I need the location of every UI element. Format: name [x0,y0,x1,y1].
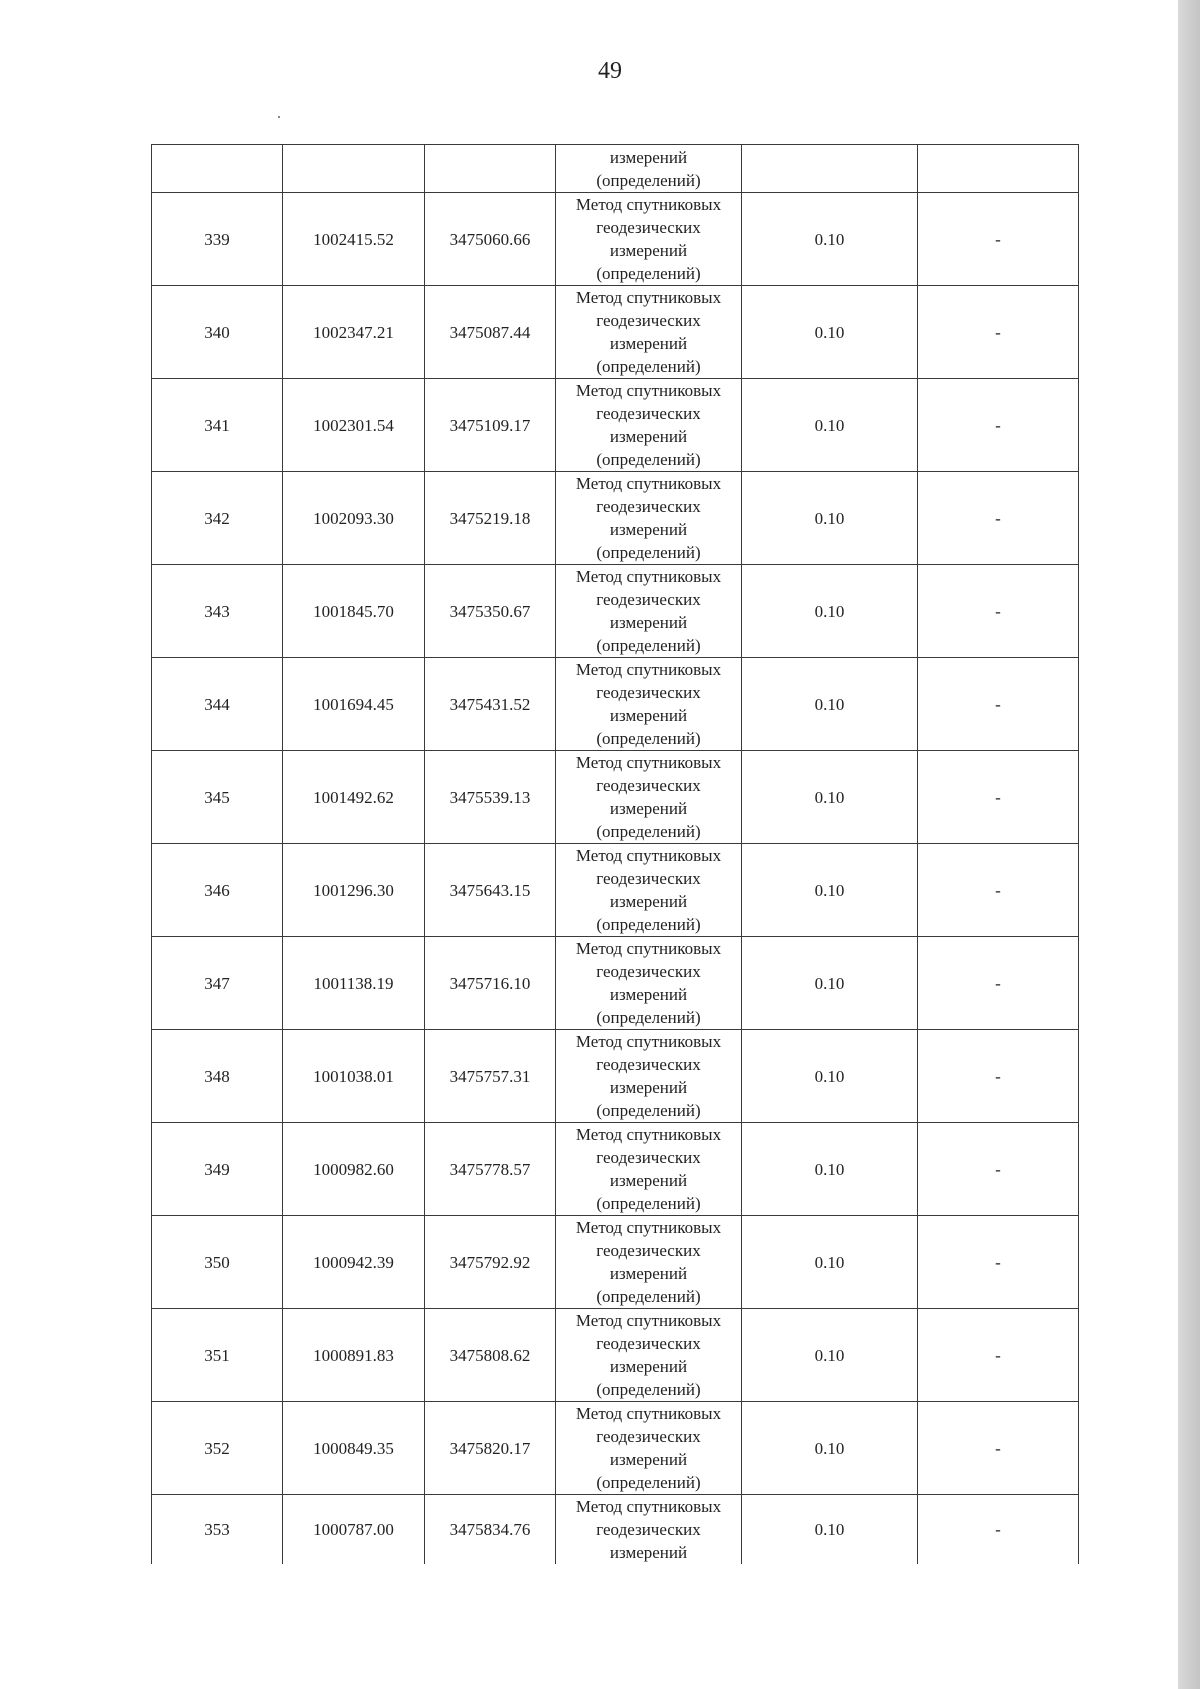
x-coordinate-cell: 1000942.39 [283,1216,425,1309]
method-cell [556,565,742,658]
method-line: Метод спутниковых [575,1311,722,1330]
accuracy-cell: 0.10 [742,379,918,472]
method-line: (определений) [596,1380,701,1399]
x-coordinate-cell: 1001492.62 [283,751,425,844]
accuracy-cell: 0.10 [742,1309,918,1402]
y-coordinate-cell: 3475716.10 [425,937,556,1030]
point-number-cell: 344 [152,658,283,751]
method-line: Метод спутниковых [575,1497,722,1516]
method-line: измерений [609,1357,688,1376]
method-cell [556,145,742,193]
accuracy-cell: 0.10 [742,937,918,1030]
note-cell: - [918,565,1079,658]
note-cell: - [918,1123,1079,1216]
method-line: измерений [609,1450,688,1469]
accuracy-cell: 0.10 [742,472,918,565]
method-line: Метод спутниковых [575,474,722,493]
table-row [152,1309,1079,1402]
method-cell [556,751,742,844]
method-cell [556,286,742,379]
y-coordinate-cell: 3475539.13 [425,751,556,844]
scan-artifact [278,116,280,118]
method-line: Метод спутниковых [575,753,722,772]
method-line: Метод спутниковых [575,1125,722,1144]
point-number-cell: 347 [152,937,283,1030]
x-coordinate-cell: 1001138.19 [283,937,425,1030]
y-coordinate-cell: 3475060.66 [425,193,556,286]
y-coordinate-cell: 3475757.31 [425,1030,556,1123]
method-line: Метод спутниковых [575,1404,722,1423]
method-cell [556,844,742,937]
method-line: геодезических [596,311,701,330]
method-line: Метод спутниковых [575,939,722,958]
accuracy-cell: 0.10 [742,751,918,844]
num-cell [152,145,283,193]
method-line: (определений) [596,357,701,376]
method-line: (определений) [596,450,701,469]
method-line: геодезических [596,218,701,237]
method-cell [556,379,742,472]
method-cell [556,1216,742,1309]
x-coordinate-cell: 1002093.30 [283,472,425,565]
point-number-cell: 353 [152,1495,283,1565]
y-coordinate-cell: 3475109.17 [425,379,556,472]
method-line: Метод спутниковых [575,288,722,307]
y-coordinate-cell: 3475219.18 [425,472,556,565]
x-cell [283,145,425,193]
method-line: (определений) [596,822,701,841]
table-row [152,751,1079,844]
method-line: геодезических [596,590,701,609]
method-line: (определений) [596,543,701,562]
method-line: измерений [609,1543,688,1562]
table-row [152,565,1079,658]
point-number-cell: 339 [152,193,283,286]
point-number-cell: 352 [152,1402,283,1495]
method-line: (определений) [596,170,701,190]
note-cell: - [918,751,1079,844]
x-coordinate-cell: 1000849.35 [283,1402,425,1495]
y-coordinate-cell: 3475643.15 [425,844,556,937]
method-line: геодезических [596,869,701,888]
method-line: измерений [609,241,688,260]
note-cell: - [918,1216,1079,1309]
point-number-cell: 348 [152,1030,283,1123]
table-row-continuation [152,145,1079,193]
x-coordinate-cell: 1000982.60 [283,1123,425,1216]
point-number-cell: 343 [152,565,283,658]
method-line: измерений [609,427,688,446]
method-line: геодезических [596,1241,701,1260]
method-line: (определений) [596,264,701,283]
y-coordinate-cell: 3475778.57 [425,1123,556,1216]
method-cell [556,472,742,565]
method-line: геодезических [596,1520,701,1539]
x-coordinate-cell: 1001694.45 [283,658,425,751]
method-cell [556,193,742,286]
table-row [152,193,1079,286]
note-cell: - [918,844,1079,937]
x-coordinate-cell: 1000787.00 [283,1495,425,1565]
note-cell: - [918,937,1079,1030]
method-cell [556,658,742,751]
accuracy-cell [742,145,918,193]
method-line: (определений) [596,729,701,748]
page-number: 49 [598,58,622,84]
method-line: измерений [609,799,688,818]
table-row [152,1030,1079,1123]
point-number-cell: 341 [152,379,283,472]
method-line: Метод спутниковых [575,660,722,679]
method-line: геодезических [596,776,701,795]
x-coordinate-cell: 1002415.52 [283,193,425,286]
method-line: Метод спутниковых [575,1218,722,1237]
x-coordinate-cell: 1002347.21 [283,286,425,379]
table-row [152,1495,1079,1565]
x-coordinate-cell: 1000891.83 [283,1309,425,1402]
point-number-cell: 351 [152,1309,283,1402]
method-line: измерений [609,613,688,632]
note-cell [918,145,1079,193]
note-cell: - [918,1495,1079,1565]
method-line: измерений [609,334,688,353]
x-coordinate-cell: 1001845.70 [283,565,425,658]
accuracy-cell: 0.10 [742,1216,918,1309]
method-line: Метод спутниковых [575,567,722,586]
method-line: измерений [609,1264,688,1283]
table-row [152,1216,1079,1309]
y-coordinate-cell: 3475820.17 [425,1402,556,1495]
method-cell [556,1402,742,1495]
y-coordinate-cell: 3475350.67 [425,565,556,658]
method-cell [556,937,742,1030]
y-coordinate-cell: 3475792.92 [425,1216,556,1309]
table-row [152,286,1079,379]
point-number-cell: 349 [152,1123,283,1216]
method-line: Метод спутниковых [575,846,722,865]
method-line: (определений) [596,636,701,655]
method-line: (определений) [596,1194,701,1213]
x-coordinate-cell: 1002301.54 [283,379,425,472]
x-coordinate-cell: 1001296.30 [283,844,425,937]
method-cell [556,1495,742,1565]
method-line: Метод спутниковых [575,381,722,400]
note-cell: - [918,1402,1079,1495]
accuracy-cell: 0.10 [742,658,918,751]
x-coordinate-cell: 1001038.01 [283,1030,425,1123]
method-line: измерений [609,985,688,1004]
method-line: геодезических [596,683,701,702]
note-cell: - [918,472,1079,565]
accuracy-cell: 0.10 [742,565,918,658]
method-line: геодезических [596,1148,701,1167]
method-line: измерений [609,520,688,539]
method-line: Метод спутниковых [575,1032,722,1051]
table-row [152,844,1079,937]
method-line: геодезических [596,962,701,981]
method-line: Метод спутниковых [575,195,722,214]
method-line: (определений) [596,1473,701,1492]
point-number-cell: 350 [152,1216,283,1309]
method-line: геодезических [596,1055,701,1074]
note-cell: - [918,658,1079,751]
accuracy-cell: 0.10 [742,286,918,379]
table-row [152,379,1079,472]
note-cell: - [918,193,1079,286]
note-cell: - [918,1030,1079,1123]
method-line: измерений [609,706,688,725]
note-cell: - [918,286,1079,379]
point-number-cell: 342 [152,472,283,565]
method-line: измерений [609,147,688,167]
table-row [152,658,1079,751]
note-cell: - [918,1309,1079,1402]
method-line: (определений) [596,1008,701,1027]
method-line: (определений) [596,1101,701,1120]
method-cell [556,1123,742,1216]
note-cell: - [918,379,1079,472]
table-row [152,1123,1079,1216]
method-cell [556,1309,742,1402]
method-line: геодезических [596,1334,701,1353]
coordinates-table-body [152,145,1079,1565]
method-line: измерений [609,1078,688,1097]
method-cell [556,1030,742,1123]
y-coordinate-cell: 3475834.76 [425,1495,556,1565]
accuracy-cell: 0.10 [742,1402,918,1495]
table-row [152,937,1079,1030]
method-line: (определений) [596,1287,701,1306]
y-coordinate-cell: 3475087.44 [425,286,556,379]
y-coordinate-cell: 3475431.52 [425,658,556,751]
point-number-cell: 345 [152,751,283,844]
point-number-cell: 340 [152,286,283,379]
method-line: геодезических [596,404,701,423]
accuracy-cell: 0.10 [742,844,918,937]
scanner-edge-strip [1178,0,1200,1689]
method-line: геодезических [596,1427,701,1446]
accuracy-cell: 0.10 [742,193,918,286]
accuracy-cell: 0.10 [742,1495,918,1565]
y-coordinate-cell: 3475808.62 [425,1309,556,1402]
y-cell [425,145,556,193]
accuracy-cell: 0.10 [742,1030,918,1123]
method-line: измерений [609,892,688,911]
method-line: измерений [609,1171,688,1190]
method-line: (определений) [596,915,701,934]
table-row [152,472,1079,565]
accuracy-cell: 0.10 [742,1123,918,1216]
table-row [152,1402,1079,1495]
coordinates-table [151,144,1079,1564]
point-number-cell: 346 [152,844,283,937]
method-line: геодезических [596,497,701,516]
